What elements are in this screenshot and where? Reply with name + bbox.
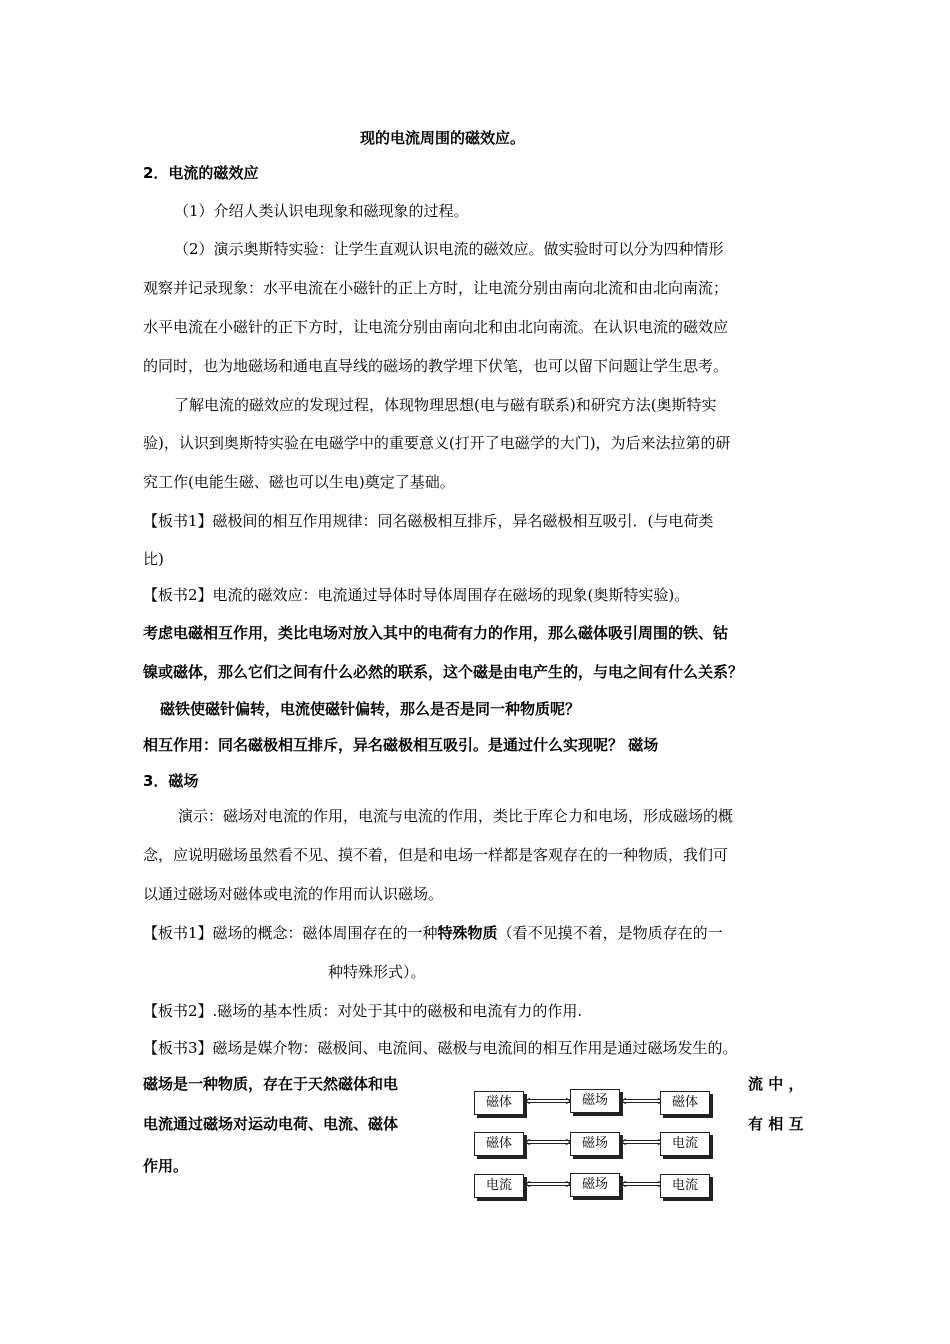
diagram-box-r3c3: 电流 bbox=[660, 1174, 710, 1198]
para-2-2-line-4: 的同时，也为地磁场和通电直导线的磁场的教学埋下伏笔，也可以留下问题让学生思考。 bbox=[143, 357, 729, 375]
bold-para-line-3: 磁铁使磁针偏转，电流使磁针偏转，那么是否是同一种物质呢？ bbox=[160, 700, 581, 718]
final-line-1-left: 磁场是一种物质，存在于天然磁体和电 bbox=[143, 1075, 399, 1093]
diagram-arrow-r2a bbox=[526, 1139, 570, 1145]
bold-para-line-2: 镍或磁体，那么它们之间有什么必然的联系，这个磁是由电产生的，与电之间有什么关系？ bbox=[143, 663, 744, 681]
board-3-3: 【板书3】磁场是媒介物：磁极间、电流间、磁极与电流间的相互作用是通过磁场发生的。 bbox=[143, 1039, 738, 1057]
para-2-3-line-3: 究工作(电能生磁、磁也可以生电)奠定了基础。 bbox=[143, 473, 455, 491]
board-3-1-bold: 特殊物质 bbox=[437, 924, 498, 942]
diagram-box-r2c3: 电流 bbox=[660, 1132, 710, 1156]
diagram-box-r2c2: 磁场 bbox=[570, 1132, 620, 1156]
diagram-box-r1c3: 磁体 bbox=[660, 1091, 710, 1115]
board-3-1-line-1 bbox=[143, 923, 723, 943]
final-line-2-right: 有 相 互 bbox=[748, 1115, 804, 1133]
para-2-3-line-2: 验)，认识到奥斯特实验在电磁学中的重要意义(打开了电磁学的大门)，为后来法拉第的研 bbox=[143, 434, 731, 452]
para-3-1-line-1: 演示：磁场对电流的作用，电流与电流的作用，类比于库仑力和电场，形成磁场的概 bbox=[178, 807, 734, 825]
board-1-line-2: 比) bbox=[143, 550, 164, 568]
interaction-diagram bbox=[468, 1083, 734, 1205]
section-3-title: 3．磁场 bbox=[143, 772, 199, 790]
diagram-box-r1c2: 磁场 bbox=[570, 1089, 620, 1113]
diagram-arrow-r1b bbox=[622, 1098, 662, 1104]
para-2-2-line-3: 水平电流在小磁针的正下方时，让电流分别由南向北和由北向南流。在认识电流的磁效应 bbox=[143, 318, 729, 336]
final-line-1-right: 流 中 ， bbox=[748, 1075, 804, 1093]
section-2-title: 2．电流的磁效应 bbox=[143, 164, 259, 182]
para-3-1-line-3: 以通过磁场对磁体或电流的作用而认识磁场。 bbox=[143, 885, 444, 903]
diagram-box-r3c2: 磁场 bbox=[570, 1173, 620, 1197]
board-3-2: 【板书2】.磁场的基本性质：对处于其中的磁极和电流有力的作用. bbox=[143, 1002, 583, 1020]
heading-fragment: 现的电流周围的磁效应。 bbox=[360, 129, 526, 147]
diagram-box-r3c1: 电流 bbox=[474, 1174, 524, 1198]
bold-para-line-4: 相互作用：同名磁极相互排斥，异名磁极相互吸引。是通过什么实现呢？ 磁场 bbox=[143, 736, 659, 754]
para-2-2-line-2: 观察并记录现象：水平电流在小磁针的正上方时，让电流分别由南向北流和由北向南流； bbox=[143, 279, 729, 297]
diagram-arrow-r3a bbox=[526, 1181, 570, 1187]
diagram-box-r2c1: 磁体 bbox=[474, 1132, 524, 1156]
board-1-line-1: 【板书1】磁极间的相互作用规律：同名磁极相互排斥，异名磁极相互吸引．(与电荷类 bbox=[143, 512, 714, 530]
board-3-1-line-2: 种特殊形式）。 bbox=[328, 963, 426, 981]
board-3-1-prefix: 【板书1】磁场的概念：磁体周围存在的一种 bbox=[143, 924, 438, 942]
diagram-arrow-r1a bbox=[526, 1098, 570, 1104]
para-2-3-line-1: 了解电流的磁效应的发现过程，体现物理思想(电与磁有联系)和研究方法(奥斯特实 bbox=[174, 396, 717, 414]
board-2: 【板书2】电流的磁效应：电流通过导体时导体周围存在磁场的现象(奥斯特实验)。 bbox=[143, 586, 690, 604]
diagram-box-r1c1: 磁体 bbox=[474, 1091, 524, 1115]
final-line-3-left: 作用。 bbox=[143, 1157, 189, 1175]
final-line-2-left: 电流通过磁场对运动电荷、电流、磁体 bbox=[143, 1115, 399, 1133]
para-2-1: （1）介绍人类认识电现象和磁现象的过程。 bbox=[174, 202, 469, 220]
bold-para-line-1: 考虑电磁相互作用，类比电场对放入其中的电荷有力的作用，那么磁体吸引周围的铁、钴 bbox=[143, 624, 729, 642]
diagram-arrow-r2b bbox=[622, 1139, 662, 1145]
para-3-1-line-2: 念，应说明磁场虽然看不见、摸不着，但是和电场一样都是客观存在的一种物质，我们可 bbox=[143, 846, 729, 864]
para-2-2-line-1: （2）演示奥斯特实验：让学生直观认识电流的磁效应。做实验时可以分为四种情形 bbox=[174, 240, 724, 258]
diagram-arrow-r3b bbox=[622, 1181, 662, 1187]
board-3-1-suffix: （看不见摸不着，是物质存在的一 bbox=[497, 924, 723, 942]
